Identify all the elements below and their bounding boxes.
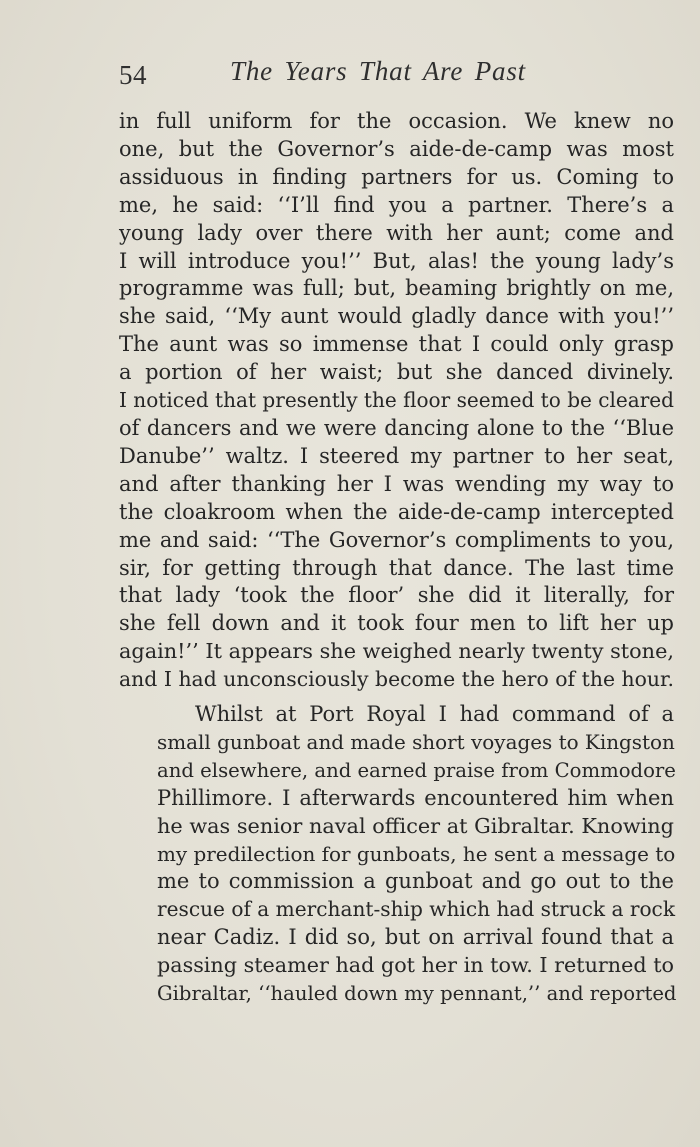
text-line: Danube’’ waltz. I steered my partner to her seat, — [119, 443, 674, 468]
text-line: assiduous in finding partners for us. Coming to — [119, 164, 674, 189]
paragraph-2 — [119, 701, 677, 1008]
text-line: a portion of her waist; but she danced divinely. — [119, 360, 674, 385]
text-line: me to commission a gunboat and go out to the — [157, 869, 674, 894]
text-line: the cloakroom when the aide-de-camp intercepted — [119, 499, 674, 524]
text-line: that lady ‘took the floor’ she did it literally, for — [119, 583, 674, 608]
paragraph-1 — [119, 108, 674, 694]
text-line: rescue of a merchant-ship which had struck a rock — [157, 897, 676, 922]
running-head: The Years That Are Past — [230, 56, 526, 86]
text-line: I will introduce you!’’ But, alas! the young lady’s — [119, 248, 674, 273]
body-text — [119, 108, 677, 1008]
text-line: small gunboat and made short voyages to Kingston — [157, 729, 675, 754]
text-line: near Cadiz. I did so, but on arrival found that a — [157, 925, 674, 950]
text-line: in full uniform for the occasion. We knew no — [119, 109, 674, 133]
text-line: young lady over there with her aunt; come and — [119, 220, 674, 245]
text-line: sir, for getting through that dance. The last time — [119, 555, 674, 580]
text-line: and after thanking her I was wending my way to — [119, 471, 674, 496]
text-line: me, he said: ‘‘I’ll find you a partner. There’s a — [119, 192, 674, 217]
text-line: and elsewhere, and earned praise from Commodore — [157, 758, 676, 782]
page-number: 54 — [119, 60, 147, 90]
text-line: he was senior naval officer at Gibraltar. Knowing — [157, 813, 674, 838]
text-line: again!’’ It appears she weighed nearly twenty stone, — [119, 639, 674, 664]
text-line: my predilection for gunboats, he sent a message to — [157, 841, 676, 866]
text-line: and I had unconsciously become the hero of the hour. — [119, 667, 674, 692]
text-line: The aunt was so immense that I could only grasp — [119, 332, 674, 357]
text-line: Gibraltar, ‘‘hauled down my pennant,’’ and reported — [157, 982, 677, 1006]
text-line: passing steamer had got her in tow. I returned to — [157, 953, 674, 978]
text-line: programme was full; but, beaming brightly on me, — [119, 276, 674, 301]
text-line: Phillimore. I afterwards encountered him when — [157, 785, 674, 810]
text-line: one, but the Governor’s aide-de-camp was most — [119, 136, 674, 161]
text-line: of dancers and we were dancing alone to the ‘‘Blue — [119, 415, 674, 440]
page-header — [119, 56, 674, 90]
text-line: me and said: ‘‘The Governor’s compliments to you, — [119, 527, 674, 552]
text-line: I noticed that presently the floor seemed to be cleared — [119, 388, 674, 413]
text-line: she said, ‘‘My aunt would gladly dance with you!’’ — [119, 304, 674, 329]
text-line: Whilst at Port Royal I had command of a — [195, 702, 674, 727]
text-line: she fell down and it took four men to lift her up — [119, 611, 674, 636]
